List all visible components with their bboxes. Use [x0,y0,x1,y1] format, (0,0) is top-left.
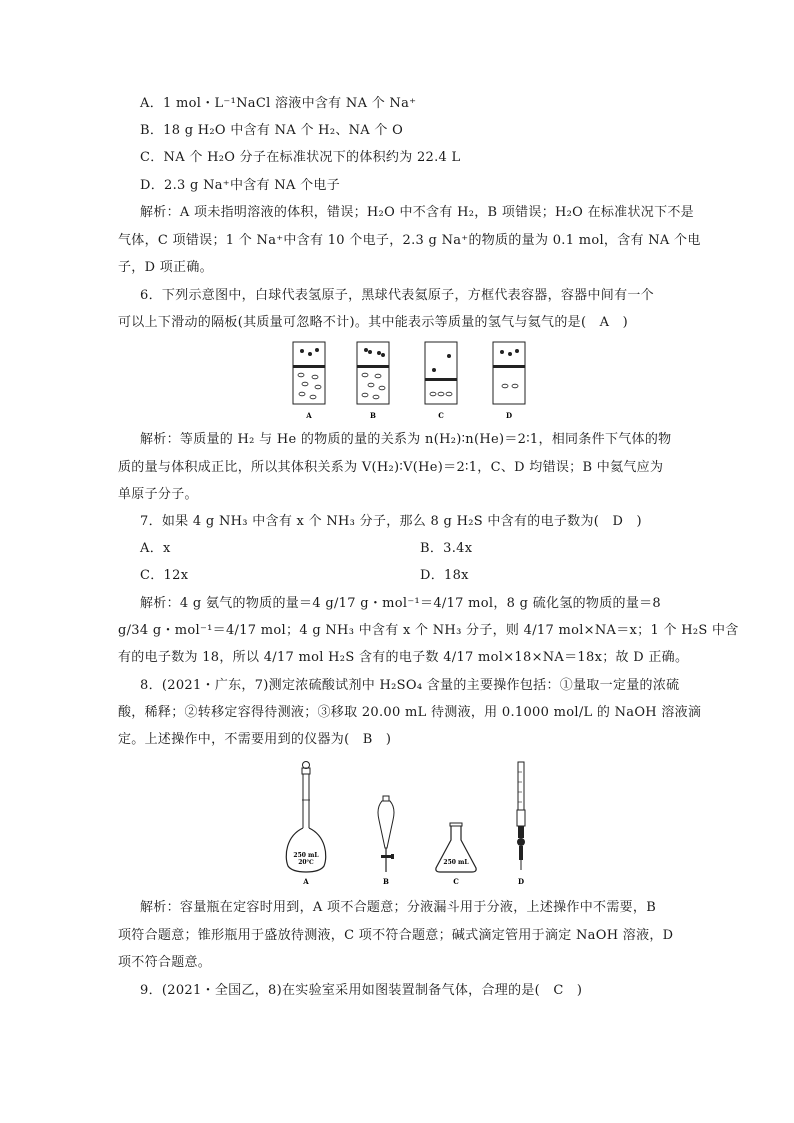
base-burette [517,762,525,886]
volumetric-flask [286,762,326,887]
q9-stem: 9．(2021・全国乙，8)在实验室采用如图装置制备气体，合理的是( C ) [140,983,583,998]
q5-option-c: C．NA 个 H₂O 分子在标准状况下的体积约为 22.4 L [140,150,461,165]
separatory-funnel [378,796,394,886]
q8-stem-line: 酸，稀释；②转移定容得待测液；③移取 20.00 mL 待测液，用 0.1000 mol/L 的 NaOH 溶液滴 [118,705,702,720]
q6-stem-line: 可以上下滑动的隔板(其质量可忽略不计)。其中能表示等质量的氢气与氦气的是( A ) [118,315,628,330]
q6-analysis-line: 单原子分子。 [118,487,198,502]
q5-analysis-line: 子，D 项正确。 [118,260,213,275]
flask-capacity-label: 250 mL [293,852,319,859]
q7-stem: 7．如果 4 g NH₃ 中含有 x 个 NH₃ 分子，那么 8 g H₂S 中含有的电子数为( D ) [140,514,642,529]
q5-analysis-line: 解析：A 项未指明溶液的体积，错误；H₂O 中不含有 H₂，B 项错误；H₂O 在标准状况下不是 [140,205,694,220]
figure-label-a: A [303,877,309,886]
figure-label-d: D [517,877,525,886]
figure-label-c: C [438,411,444,420]
q7-analysis-line: g/34 g・mol⁻¹＝4/17 mol；4 g NH₃ 中含有 x 个 NH₃ 分子，则 4/17 mol×NA＝x；1 个 H₂S 中含 [118,623,739,638]
figure-label-c: C [453,877,459,886]
q6-container-diagram [285,340,545,426]
container-a [293,342,325,420]
q6-analysis-line: 质的量与体积成正比，所以其体积关系为 V(H₂)∶V(He)＝2∶1，C、D 均错误；B 中氦气应为 [118,460,664,475]
q7-option-a: A．x [140,541,171,556]
figure-label-d: D [505,411,513,420]
figure-label-b: B [383,877,389,886]
flask-temperature-label: 20℃ [298,859,314,866]
q8-apparatus-diagram [280,760,540,890]
conical-capacity-label: 250 mL [443,859,469,866]
q5-option-b: B．18 g H₂O 中含有 NA 个 H₂、NA 个 O [140,123,404,138]
q8-stem-line: 8．(2021・广东，7)测定浓硫酸试剂中 H₂SO₄ 含量的主要操作包括：①量取一定量的浓硫 [140,678,680,693]
conical-flask [436,823,476,886]
q6-stem-line: 6．下列示意图中，白球代表氢原子，黑球代表氦原子，方框代表容器，容器中间有一个 [140,288,654,303]
q8-analysis-line: 项符合题意；锥形瓶用于盛放待测液，C 项不符合题意；碱式滴定管用于滴定 NaOH 溶液，D [118,928,674,943]
q5-option-d: D．2.3 g Na⁺中含有 NA 个电子 [140,178,340,193]
q7-analysis-line: 有的电子数为 18，所以 4/17 mol H₂S 含有的电子数 4/17 mol×18×NA＝18x；故 D 正确。 [118,650,689,665]
container-b [357,342,389,420]
q8-analysis-line: 项不符合题意。 [118,955,212,970]
q7-analysis-line: 解析：4 g 氨气的物质的量＝4 g/17 g・mol⁻¹＝4/17 mol，8 g 硫化氢的物质的量＝8 [140,596,662,611]
container-d [493,342,525,420]
q5-option-a: A．1 mol・L⁻¹NaCl 溶液中含有 NA 个 Na⁺ [140,96,417,111]
q8-stem-line: 定。上述操作中，不需要用到的仪器为( B ) [118,732,392,747]
figure-label-b: B [370,411,376,420]
container-c [425,342,457,420]
q8-analysis-line: 解析：容量瓶在定容时用到，A 项不合题意；分液漏斗用于分液，上述操作中不需要，B [140,900,657,915]
q6-analysis-line: 解析：等质量的 H₂ 与 He 的物质的量的关系为 n(H₂)∶n(He)＝2∶1，相同条件下气体的物 [140,432,672,447]
q7-option-d: D．18x [420,568,469,583]
q7-option-b: B．3.4x [420,541,473,556]
q5-analysis-line: 气体，C 项错误；1 个 Na⁺中含有 10 个电子，2.3 g Na⁺的物质的量为 0.1 mol，含有 NA 个电 [118,233,701,248]
q7-option-c: C．12x [140,568,189,583]
figure-label-a: A [306,411,312,420]
